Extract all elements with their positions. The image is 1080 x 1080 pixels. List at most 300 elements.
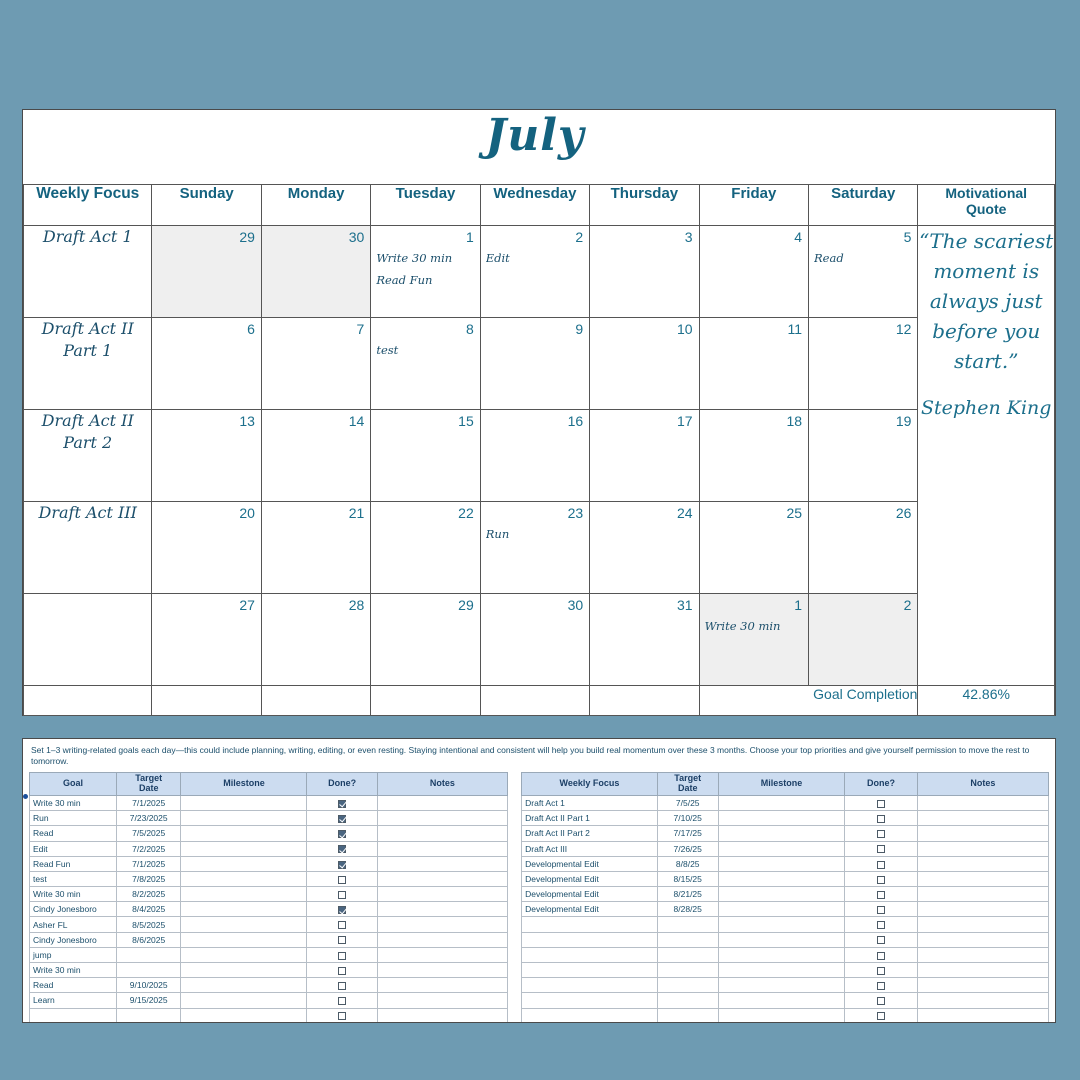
notes-cell[interactable]: [377, 993, 507, 1008]
weekly-focus-cell[interactable]: Developmental Edit: [522, 887, 658, 902]
done-checkbox-cell[interactable]: [307, 963, 377, 978]
milestone-cell[interactable]: [718, 963, 845, 978]
table-row[interactable]: [30, 856, 508, 871]
header-day-thursday: Thursday: [590, 185, 699, 226]
milestone-cell[interactable]: [181, 917, 307, 932]
weekly-focus-cell[interactable]: Draft Act III: [522, 841, 658, 856]
checkbox-icon[interactable]: [338, 800, 346, 808]
calendar-day-cell[interactable]: [152, 226, 261, 318]
notes-cell[interactable]: [377, 902, 507, 917]
target-date-cell[interactable]: 8/5/2025: [116, 917, 181, 932]
day-number: 29: [458, 597, 474, 613]
checkbox-icon[interactable]: [877, 967, 885, 975]
notes-cell[interactable]: [917, 856, 1048, 871]
table-row[interactable]: [522, 841, 1049, 856]
calendar-day-cell[interactable]: [699, 410, 808, 502]
day-number: 8: [465, 321, 474, 337]
day-number: 18: [786, 413, 803, 429]
done-checkbox-cell[interactable]: [307, 826, 377, 841]
checkbox-icon[interactable]: [338, 952, 346, 960]
table-row[interactable]: [522, 887, 1049, 902]
target-date-cell[interactable]: 7/8/2025: [116, 871, 181, 886]
calendar-day-cell[interactable]: [809, 410, 918, 502]
milestone-cell[interactable]: [181, 856, 307, 871]
target-date-cell[interactable]: 8/15/25: [657, 871, 718, 886]
day-number: 16: [567, 413, 584, 429]
checkbox-icon[interactable]: [877, 891, 885, 899]
checkbox-icon[interactable]: [338, 982, 346, 990]
day-number: 14: [348, 413, 365, 429]
day-number: 9: [575, 321, 584, 337]
weekly-focus-cell[interactable]: Developmental Edit: [522, 902, 658, 917]
table-row[interactable]: [30, 841, 508, 856]
checkbox-icon[interactable]: [338, 891, 346, 899]
day-number: 26: [895, 505, 912, 521]
notes-cell[interactable]: [377, 963, 507, 978]
milestone-cell[interactable]: [181, 993, 307, 1008]
calendar-day-cell[interactable]: [261, 318, 370, 410]
weekly-focus-cell[interactable]: Draft Act 1: [24, 226, 152, 318]
weekly-focus-cell[interactable]: Developmental Edit: [522, 856, 658, 871]
calendar-day-cell[interactable]: [699, 318, 808, 410]
checkbox-icon[interactable]: [877, 800, 885, 808]
notes-cell[interactable]: [917, 978, 1048, 993]
header-day-saturday: Saturday: [809, 185, 918, 226]
table-row[interactable]: [522, 947, 1049, 962]
weekly-focus-cell[interactable]: Draft Act 1: [522, 795, 658, 810]
done-checkbox-cell[interactable]: [845, 993, 917, 1008]
calendar-day-cell[interactable]: [152, 594, 261, 686]
milestone-cell[interactable]: [718, 841, 845, 856]
day-number: 2: [903, 597, 912, 613]
table-row[interactable]: [30, 978, 508, 993]
target-date-cell[interactable]: 7/23/2025: [116, 811, 181, 826]
done-checkbox-cell[interactable]: [845, 811, 917, 826]
calendar-day-cell[interactable]: [152, 502, 261, 594]
checkbox-icon[interactable]: [877, 997, 885, 1005]
checkbox-icon[interactable]: [877, 921, 885, 929]
day-number: 11: [787, 321, 803, 337]
done-checkbox-cell[interactable]: [845, 795, 917, 810]
done-checkbox-cell[interactable]: [307, 1008, 377, 1023]
weekly-focus-cell[interactable]: [522, 993, 658, 1008]
target-date-cell[interactable]: [657, 993, 718, 1008]
notes-cell[interactable]: [377, 795, 507, 810]
goal-cell[interactable]: Write 30 min: [30, 795, 117, 810]
target-date-cell[interactable]: 7/10/25: [657, 811, 718, 826]
calendar-day-cell[interactable]: [699, 502, 808, 594]
notes-cell[interactable]: [377, 871, 507, 886]
weekly-focus-cell[interactable]: [522, 978, 658, 993]
day-number: 19: [895, 413, 912, 429]
checkbox-icon[interactable]: [338, 815, 346, 823]
day-number: 7: [356, 321, 365, 337]
notes-cell[interactable]: [917, 947, 1048, 962]
checkbox-icon[interactable]: [877, 952, 885, 960]
notes-cell[interactable]: [917, 993, 1048, 1008]
checkbox-icon[interactable]: [877, 982, 885, 990]
checkbox-icon[interactable]: [877, 845, 885, 853]
milestone-cell[interactable]: [181, 1008, 307, 1023]
notes-cell[interactable]: [377, 947, 507, 962]
table-row[interactable]: [522, 993, 1049, 1008]
notes-cell[interactable]: [377, 887, 507, 902]
table-row[interactable]: [30, 963, 508, 978]
done-checkbox-cell[interactable]: [845, 871, 917, 886]
notes-cell[interactable]: [917, 932, 1048, 947]
weekly-focus-cell[interactable]: [522, 947, 658, 962]
calendar-day-cell[interactable]: [480, 226, 589, 318]
calendar-day-cell[interactable]: [590, 318, 699, 410]
checkbox-icon[interactable]: [338, 936, 346, 944]
target-date-cell[interactable]: [657, 932, 718, 947]
milestone-cell[interactable]: [181, 963, 307, 978]
notes-cell[interactable]: [917, 963, 1048, 978]
weekly-focus-cell[interactable]: [522, 932, 658, 947]
milestone-cell[interactable]: [181, 932, 307, 947]
done-checkbox-cell[interactable]: [307, 993, 377, 1008]
goal-cell[interactable]: test: [30, 871, 117, 886]
checkbox-icon[interactable]: [877, 815, 885, 823]
day-number: 23: [567, 505, 584, 521]
checkbox-icon[interactable]: [877, 876, 885, 884]
notes-cell[interactable]: [917, 871, 1048, 886]
milestone-cell[interactable]: [181, 887, 307, 902]
motivational-quote-cell: [918, 226, 1055, 686]
day-event[interactable]: Write 30 min: [704, 619, 781, 633]
milestone-cell[interactable]: [718, 871, 845, 886]
table-row[interactable]: [30, 932, 508, 947]
notes-cell[interactable]: [917, 887, 1048, 902]
target-date-cell[interactable]: 9/15/2025: [116, 993, 181, 1008]
goal-cell[interactable]: Asher FL: [30, 917, 117, 932]
table-row[interactable]: [30, 947, 508, 962]
done-checkbox-cell[interactable]: [845, 887, 917, 902]
target-date-cell[interactable]: 7/17/25: [657, 826, 718, 841]
calendar-table: [23, 110, 1055, 716]
table-row[interactable]: [522, 917, 1049, 932]
target-date-cell[interactable]: [116, 963, 181, 978]
weekly-focus-cell[interactable]: Draft Act II Part 2: [24, 410, 152, 502]
goal-cell[interactable]: Learn: [30, 993, 117, 1008]
done-checkbox-cell[interactable]: [845, 932, 917, 947]
day-event[interactable]: Run: [485, 527, 510, 541]
done-checkbox-cell[interactable]: [845, 841, 917, 856]
milestone-cell[interactable]: [718, 993, 845, 1008]
milestone-cell[interactable]: [718, 932, 845, 947]
calendar-header-row: [24, 185, 1055, 226]
header-quote-line1: Motivational: [945, 185, 1028, 201]
header-weekly-focus: Weekly Focus: [24, 185, 152, 226]
checkbox-icon[interactable]: [877, 1012, 885, 1020]
checkbox-icon[interactable]: [877, 936, 885, 944]
notes-cell[interactable]: [377, 856, 507, 871]
weekly-header-focus: Weekly Focus: [522, 772, 658, 795]
calendar-day-cell[interactable]: [261, 594, 370, 686]
checkbox-icon[interactable]: [338, 876, 346, 884]
day-event[interactable]: Read: [814, 251, 844, 265]
checkbox-icon[interactable]: [877, 861, 885, 869]
calendar-day-cell[interactable]: [480, 410, 589, 502]
checkbox-icon[interactable]: [877, 830, 885, 838]
calendar-day-cell[interactable]: [371, 594, 480, 686]
daily-header-goal: Goal: [30, 772, 117, 795]
milestone-cell[interactable]: [718, 795, 845, 810]
done-checkbox-cell[interactable]: [307, 841, 377, 856]
done-checkbox-cell[interactable]: [307, 856, 377, 871]
notes-cell[interactable]: [917, 826, 1048, 841]
table-row[interactable]: [30, 811, 508, 826]
goal-cell[interactable]: Run: [30, 811, 117, 826]
milestone-cell[interactable]: [181, 826, 307, 841]
calendar-day-cell[interactable]: [590, 594, 699, 686]
weekly-header-milestone: Milestone: [718, 772, 845, 795]
calendar-day-cell[interactable]: [480, 502, 589, 594]
header-day-friday: Friday: [699, 185, 808, 226]
target-date-cell[interactable]: 7/5/2025: [116, 826, 181, 841]
calendar-day-cell[interactable]: [809, 226, 918, 318]
done-checkbox-cell[interactable]: [845, 902, 917, 917]
weekly-header-target-date: Target Date: [657, 772, 718, 795]
table-row[interactable]: [522, 811, 1049, 826]
checkbox-icon[interactable]: [877, 906, 885, 914]
target-date-cell[interactable]: 9/10/2025: [116, 978, 181, 993]
weekly-focus-cell[interactable]: Draft Act II Part 2: [522, 826, 658, 841]
target-date-cell[interactable]: 8/28/25: [657, 902, 718, 917]
weekly-focus-cell[interactable]: [24, 594, 152, 686]
milestone-cell[interactable]: [718, 856, 845, 871]
milestone-cell[interactable]: [718, 1008, 845, 1023]
milestone-cell[interactable]: [181, 841, 307, 856]
done-checkbox-cell[interactable]: [845, 917, 917, 932]
milestone-cell[interactable]: [718, 902, 845, 917]
done-checkbox-cell[interactable]: [307, 978, 377, 993]
weekly-focus-cell[interactable]: Draft Act III: [24, 502, 152, 594]
daily-header-target-date: Target Date: [116, 772, 181, 795]
calendar-day-cell[interactable]: [590, 226, 699, 318]
milestone-cell[interactable]: [181, 978, 307, 993]
weekly-focus-cell[interactable]: Draft Act II Part 1: [24, 318, 152, 410]
target-date-cell[interactable]: [116, 1008, 181, 1023]
milestone-cell[interactable]: [181, 902, 307, 917]
goal-cell[interactable]: Read: [30, 978, 117, 993]
header-day-monday: Monday: [261, 185, 370, 226]
day-number: 6: [247, 321, 255, 337]
notes-cell[interactable]: [377, 811, 507, 826]
day-number: 4: [794, 229, 803, 245]
target-date-cell[interactable]: [657, 917, 718, 932]
notes-cell[interactable]: [917, 1008, 1048, 1023]
calendar-day-cell[interactable]: [809, 502, 918, 594]
milestone-cell[interactable]: [718, 887, 845, 902]
table-row[interactable]: [522, 978, 1049, 993]
goal-cell[interactable]: Cindy Jonesboro: [30, 932, 117, 947]
target-date-cell[interactable]: [116, 947, 181, 962]
notes-cell[interactable]: [917, 795, 1048, 810]
calendar-day-cell[interactable]: [261, 410, 370, 502]
calendar-day-cell[interactable]: [809, 594, 918, 686]
notes-cell[interactable]: [377, 932, 507, 947]
day-event[interactable]: test: [376, 343, 399, 357]
table-row[interactable]: [30, 826, 508, 841]
notes-cell[interactable]: [917, 917, 1048, 932]
calendar-week-row: [24, 410, 1055, 502]
checkbox-icon[interactable]: [338, 921, 346, 929]
done-checkbox-cell[interactable]: [307, 947, 377, 962]
day-events: [809, 247, 917, 269]
table-row[interactable]: [522, 932, 1049, 947]
weekly-focus-cell[interactable]: [522, 963, 658, 978]
table-row[interactable]: [522, 902, 1049, 917]
table-row[interactable]: [30, 993, 508, 1008]
calendar-day-cell[interactable]: [480, 594, 589, 686]
day-event[interactable]: Read Fun: [376, 273, 433, 288]
target-date-cell[interactable]: 7/26/25: [657, 841, 718, 856]
goal-cell[interactable]: [30, 1008, 117, 1023]
weekly-focus-table[interactable]: [521, 772, 1049, 1023]
milestone-cell[interactable]: [718, 826, 845, 841]
target-date-cell[interactable]: 8/4/2025: [116, 902, 181, 917]
calendar-day-cell[interactable]: [590, 410, 699, 502]
target-date-cell[interactable]: 8/2/2025: [116, 887, 181, 902]
done-checkbox-cell[interactable]: [307, 795, 377, 810]
done-checkbox-cell[interactable]: [307, 871, 377, 886]
notes-cell[interactable]: [377, 917, 507, 932]
target-date-cell[interactable]: 7/1/2025: [116, 795, 181, 810]
target-date-cell[interactable]: [657, 947, 718, 962]
weekly-focus-cell[interactable]: Draft Act II Part 1: [522, 811, 658, 826]
notes-cell[interactable]: [377, 978, 507, 993]
table-row[interactable]: [522, 856, 1049, 871]
checkbox-icon[interactable]: [338, 997, 346, 1005]
target-date-cell[interactable]: 7/5/25: [657, 795, 718, 810]
notes-cell[interactable]: [917, 811, 1048, 826]
milestone-cell[interactable]: [718, 947, 845, 962]
footer-spacer-cell: [480, 686, 589, 716]
calendar-day-cell[interactable]: [699, 594, 808, 686]
goal-cell[interactable]: Cindy Jonesboro: [30, 902, 117, 917]
table-row[interactable]: [30, 871, 508, 886]
day-events: [371, 339, 479, 361]
target-date-cell[interactable]: [657, 1008, 718, 1023]
weekly-focus-cell[interactable]: [522, 917, 658, 932]
checkbox-icon[interactable]: [338, 845, 346, 853]
done-checkbox-cell[interactable]: [307, 917, 377, 932]
day-number: 20: [239, 505, 255, 521]
table-row[interactable]: [522, 963, 1049, 978]
done-checkbox-cell[interactable]: [307, 887, 377, 902]
milestone-cell[interactable]: [181, 811, 307, 826]
daily-goals-table[interactable]: [29, 772, 508, 1023]
done-checkbox-cell[interactable]: [845, 856, 917, 871]
goal-cell[interactable]: Read Fun: [30, 856, 117, 871]
calendar-day-cell[interactable]: [480, 318, 589, 410]
weekly-focus-cell[interactable]: [522, 1008, 658, 1023]
done-checkbox-cell[interactable]: [845, 826, 917, 841]
goal-cell[interactable]: Write 30 min: [30, 963, 117, 978]
checkbox-icon[interactable]: [338, 830, 346, 838]
weekly-focus-cell[interactable]: Developmental Edit: [522, 871, 658, 886]
table-row[interactable]: [30, 795, 508, 810]
milestone-cell[interactable]: [181, 871, 307, 886]
calendar-day-cell[interactable]: [152, 318, 261, 410]
checkbox-icon[interactable]: [338, 967, 346, 975]
target-date-cell[interactable]: [657, 963, 718, 978]
checkbox-icon[interactable]: [338, 1012, 346, 1020]
done-checkbox-cell[interactable]: [307, 932, 377, 947]
calendar-day-cell[interactable]: [590, 502, 699, 594]
day-number: 31: [677, 597, 693, 613]
day-event[interactable]: Edit: [485, 251, 510, 265]
target-date-cell[interactable]: 7/2/2025: [116, 841, 181, 856]
calendar-day-cell[interactable]: [699, 226, 808, 318]
calendar-day-cell[interactable]: [152, 410, 261, 502]
notes-cell[interactable]: [917, 841, 1048, 856]
target-date-cell[interactable]: 8/8/25: [657, 856, 718, 871]
header-day-sunday: Sunday: [152, 185, 261, 226]
milestone-cell[interactable]: [718, 917, 845, 932]
target-date-cell[interactable]: [657, 978, 718, 993]
notes-cell[interactable]: [377, 826, 507, 841]
calendar-day-cell[interactable]: [371, 502, 480, 594]
goal-cell[interactable]: Read: [30, 826, 117, 841]
notes-cell[interactable]: [377, 841, 507, 856]
done-checkbox-cell[interactable]: [845, 978, 917, 993]
goal-cell[interactable]: Write 30 min: [30, 887, 117, 902]
goal-cell[interactable]: jump: [30, 947, 117, 962]
goal-completion-value: 42.86%: [918, 686, 1055, 716]
done-checkbox-cell[interactable]: [845, 947, 917, 962]
milestone-cell[interactable]: [718, 978, 845, 993]
goal-cell[interactable]: Edit: [30, 841, 117, 856]
milestone-cell[interactable]: [181, 795, 307, 810]
table-row[interactable]: [522, 795, 1049, 810]
checkbox-icon[interactable]: [338, 861, 346, 869]
done-checkbox-cell[interactable]: [845, 963, 917, 978]
day-event[interactable]: Write 30 min: [376, 251, 453, 265]
day-events: [481, 523, 589, 545]
notes-cell[interactable]: [917, 902, 1048, 917]
header-day-tuesday: Tuesday: [371, 185, 480, 226]
target-date-cell[interactable]: 8/6/2025: [116, 932, 181, 947]
milestone-cell[interactable]: [181, 947, 307, 962]
calendar-title-row: [24, 110, 1055, 185]
calendar-day-cell[interactable]: [371, 226, 480, 318]
calendar-day-cell[interactable]: [261, 226, 370, 318]
day-events: [700, 615, 808, 637]
notes-cell[interactable]: [377, 1008, 507, 1023]
table-row[interactable]: [522, 871, 1049, 886]
calendar-day-cell[interactable]: [261, 502, 370, 594]
table-row[interactable]: [30, 917, 508, 932]
table-row[interactable]: [30, 1008, 508, 1023]
calendar-day-cell[interactable]: [371, 410, 480, 502]
done-checkbox-cell[interactable]: [307, 902, 377, 917]
done-checkbox-cell[interactable]: [845, 1008, 917, 1023]
day-number: 5: [903, 229, 912, 245]
calendar-day-cell[interactable]: [371, 318, 480, 410]
target-date-cell[interactable]: 7/1/2025: [116, 856, 181, 871]
table-row[interactable]: [522, 1008, 1049, 1023]
calendar-day-cell[interactable]: [809, 318, 918, 410]
table-row[interactable]: [30, 902, 508, 917]
milestone-cell[interactable]: [718, 811, 845, 826]
table-row[interactable]: [30, 887, 508, 902]
done-checkbox-cell[interactable]: [307, 811, 377, 826]
target-date-cell[interactable]: 8/21/25: [657, 887, 718, 902]
table-row[interactable]: [522, 826, 1049, 841]
checkbox-icon[interactable]: [338, 906, 346, 914]
